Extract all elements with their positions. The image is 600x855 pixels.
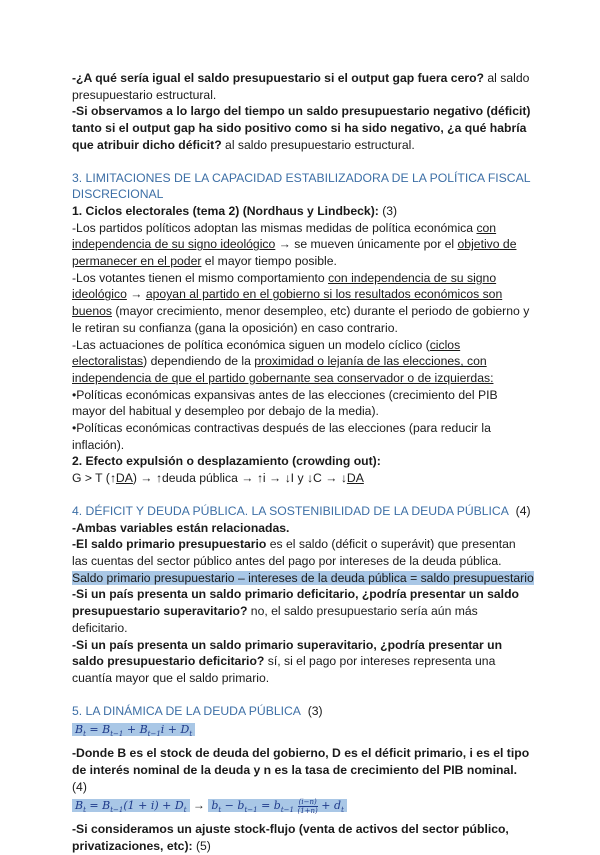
text: G > T (↑ <box>72 471 116 486</box>
paragraph-relacionadas: -Ambas variables están relacionadas. <box>72 520 290 535</box>
footnote-count: (5) <box>192 838 211 853</box>
bold-text: -Donde B es el stock de deuda del gobierno, D es el déficit primario, i es el tipo de interés nominal de la deuda y n es la tasa de crecimiento del PIB nominal. <box>72 746 530 777</box>
text: ) dependiendo de la <box>143 354 255 369</box>
equation-debt-ratio: $b_t - b_{t-1} = b_{t-1}$ $\frac{(i-n)}{(1+n)}$ + $d_t$ <box>208 799 347 812</box>
question-text: -Si un país presenta un saldo primario deficitario, ¿podría presentar un saldo presupuestario superavitario? <box>72 587 519 619</box>
section-3-heading: 3. LIMITACIONES DE LA CAPACIDAD ESTABILIZADORA DE LA POLÍTICA FISCAL DISCRECIONAL <box>72 170 531 202</box>
text: ) → ↑deuda pública → ↑i → ↓I y ↓C → ↓ <box>132 471 347 486</box>
text: -Los partidos políticos adoptan las mismas medidas de política económica <box>72 220 477 235</box>
underlined-text: apoyan al partido en el gobierno si los resultados económicos son buenos <box>72 287 503 319</box>
heading-text: 4. DÉFICIT Y DEUDA PÚBLICA. LA SOSTENIBILIDAD DE LA DEUDA PÚBLICA <box>72 503 509 518</box>
question-text: -Si un país presenta un saldo primario superavitario, ¿podría presentar un saldo presupuestario deficitario? <box>72 637 503 669</box>
underlined-text: objetivo de permanecer en el poder <box>72 237 517 269</box>
underlined-text: con independencia de su signo ideológico <box>72 270 497 302</box>
paragraph-votantes <box>72 270 534 337</box>
text: -Las actuaciones de política económica siguen un modelo cíclico ( <box>72 337 430 352</box>
underlined-text: proximidad o lejanía de las elecciones, con independencia de que el partido gobernante sea conservador o de izquierdas: <box>72 354 494 385</box>
footnote-count: (3) <box>378 203 398 218</box>
paragraph-actuaciones <box>72 337 534 387</box>
paragraph-donde <box>72 745 534 795</box>
section-5-heading <box>72 703 534 720</box>
answer-text: sí, si el pago por intereses representa una cuantía mayor que el saldo primario. <box>72 654 496 685</box>
subsection-title: 1. Ciclos electorales (tema 2) (Nordhaus y Lindbeck): <box>72 203 379 218</box>
paragraph-stock-flujo <box>72 821 534 854</box>
heading-text: 5. LA DINÁMICA DE LA DEUDA PÚBLICA <box>72 703 301 718</box>
crowding-out-chain <box>72 470 534 487</box>
answer-text: no, el saldo presupuestario sería aún más deficitario. <box>72 604 478 635</box>
question-deficitario <box>72 586 534 636</box>
underlined-text: DA <box>115 471 133 486</box>
bold-text: -Si consideramos un ajuste stock-flujo (venta de activos del sector público, privatizaciones, etc): <box>72 822 509 853</box>
highlighted-identity <box>72 570 534 587</box>
footnote-count: (4) <box>72 779 87 794</box>
highlighted-text: Saldo primario presupuestario – intereses de la deuda pública = saldo presupuestario <box>72 570 534 585</box>
equation-debt-dynamics: $B_t = B_{t-1} + B_{t-1}i + D_t$ <box>72 723 195 736</box>
underlined-text: con independencia de su signo ideológico <box>72 220 497 252</box>
bold-text: -El saldo primario presupuestario <box>72 537 267 552</box>
question-superavitario <box>72 637 534 687</box>
bullet-contractivas: •Políticas económicas contractivas después de las elecciones (para reducir la inflación). <box>72 421 491 452</box>
section-4-heading <box>72 503 534 520</box>
paragraph-partidos <box>72 220 534 270</box>
subsection-ciclos-electorales <box>72 203 534 220</box>
text: → <box>126 287 146 302</box>
subsection-crowding-out: 2. Efecto expulsión o desplazamiento (crowding out): <box>72 454 381 469</box>
text: el mayor tiempo posible. <box>201 254 337 269</box>
question-text: -Si observamos a lo largo del tiempo un saldo presupuestario negativo (déficit) tanto si el output gap ha sido positivo como si ha sido negativo, ¿a qué habría que atribuir dicho déficit? <box>72 104 531 152</box>
text: → se mueven únicamente por el <box>275 237 458 252</box>
footnote-count: (3) <box>307 703 323 718</box>
underlined-text: DA <box>346 471 364 486</box>
equation-1 <box>72 721 534 743</box>
underlined-text: ciclos electoralistas <box>72 337 461 369</box>
question-text: -¿A qué sería igual el saldo presupuestario si el output gap fuera cero? <box>72 71 484 85</box>
answer-text: al saldo presupuestario estructural. <box>221 137 415 152</box>
bullet-expansivas: •Políticas económicas expansivas antes de las elecciones (crecimiento del PIB mayor del habitual y desempleo por debajo de la media). <box>72 387 498 419</box>
question-1 <box>72 70 534 103</box>
equation-debt-levels: $B_t = B_{t-1}(1 + i) + D_t$ <box>72 799 190 812</box>
equation-2: $B_t = B_{t-1}(1 + i) + D_t \to b_t - b_{t-1} = b_{t-1}$ $\frac{(i-n)}{(1+n)}$ + $d_t$ <box>72 797 534 819</box>
footnote-count: (4) <box>515 503 531 518</box>
text: es el saldo (déficit o superávit) que presentan las cuentas del sector público antes del pago por intereses de la deuda pública. <box>72 537 516 568</box>
answer-text: al saldo presupuestario estructural. <box>72 71 530 102</box>
text: -Los votantes tienen el mismo comportamiento <box>72 270 329 285</box>
text: (mayor crecimiento, menor desempleo, etc) durante el periodo de gobierno y le retiran su confianza (gana la oposición) en caso contrario. <box>72 304 530 335</box>
paragraph-saldo-primario <box>72 536 534 569</box>
question-2 <box>72 103 534 153</box>
document-page <box>72 70 534 855</box>
